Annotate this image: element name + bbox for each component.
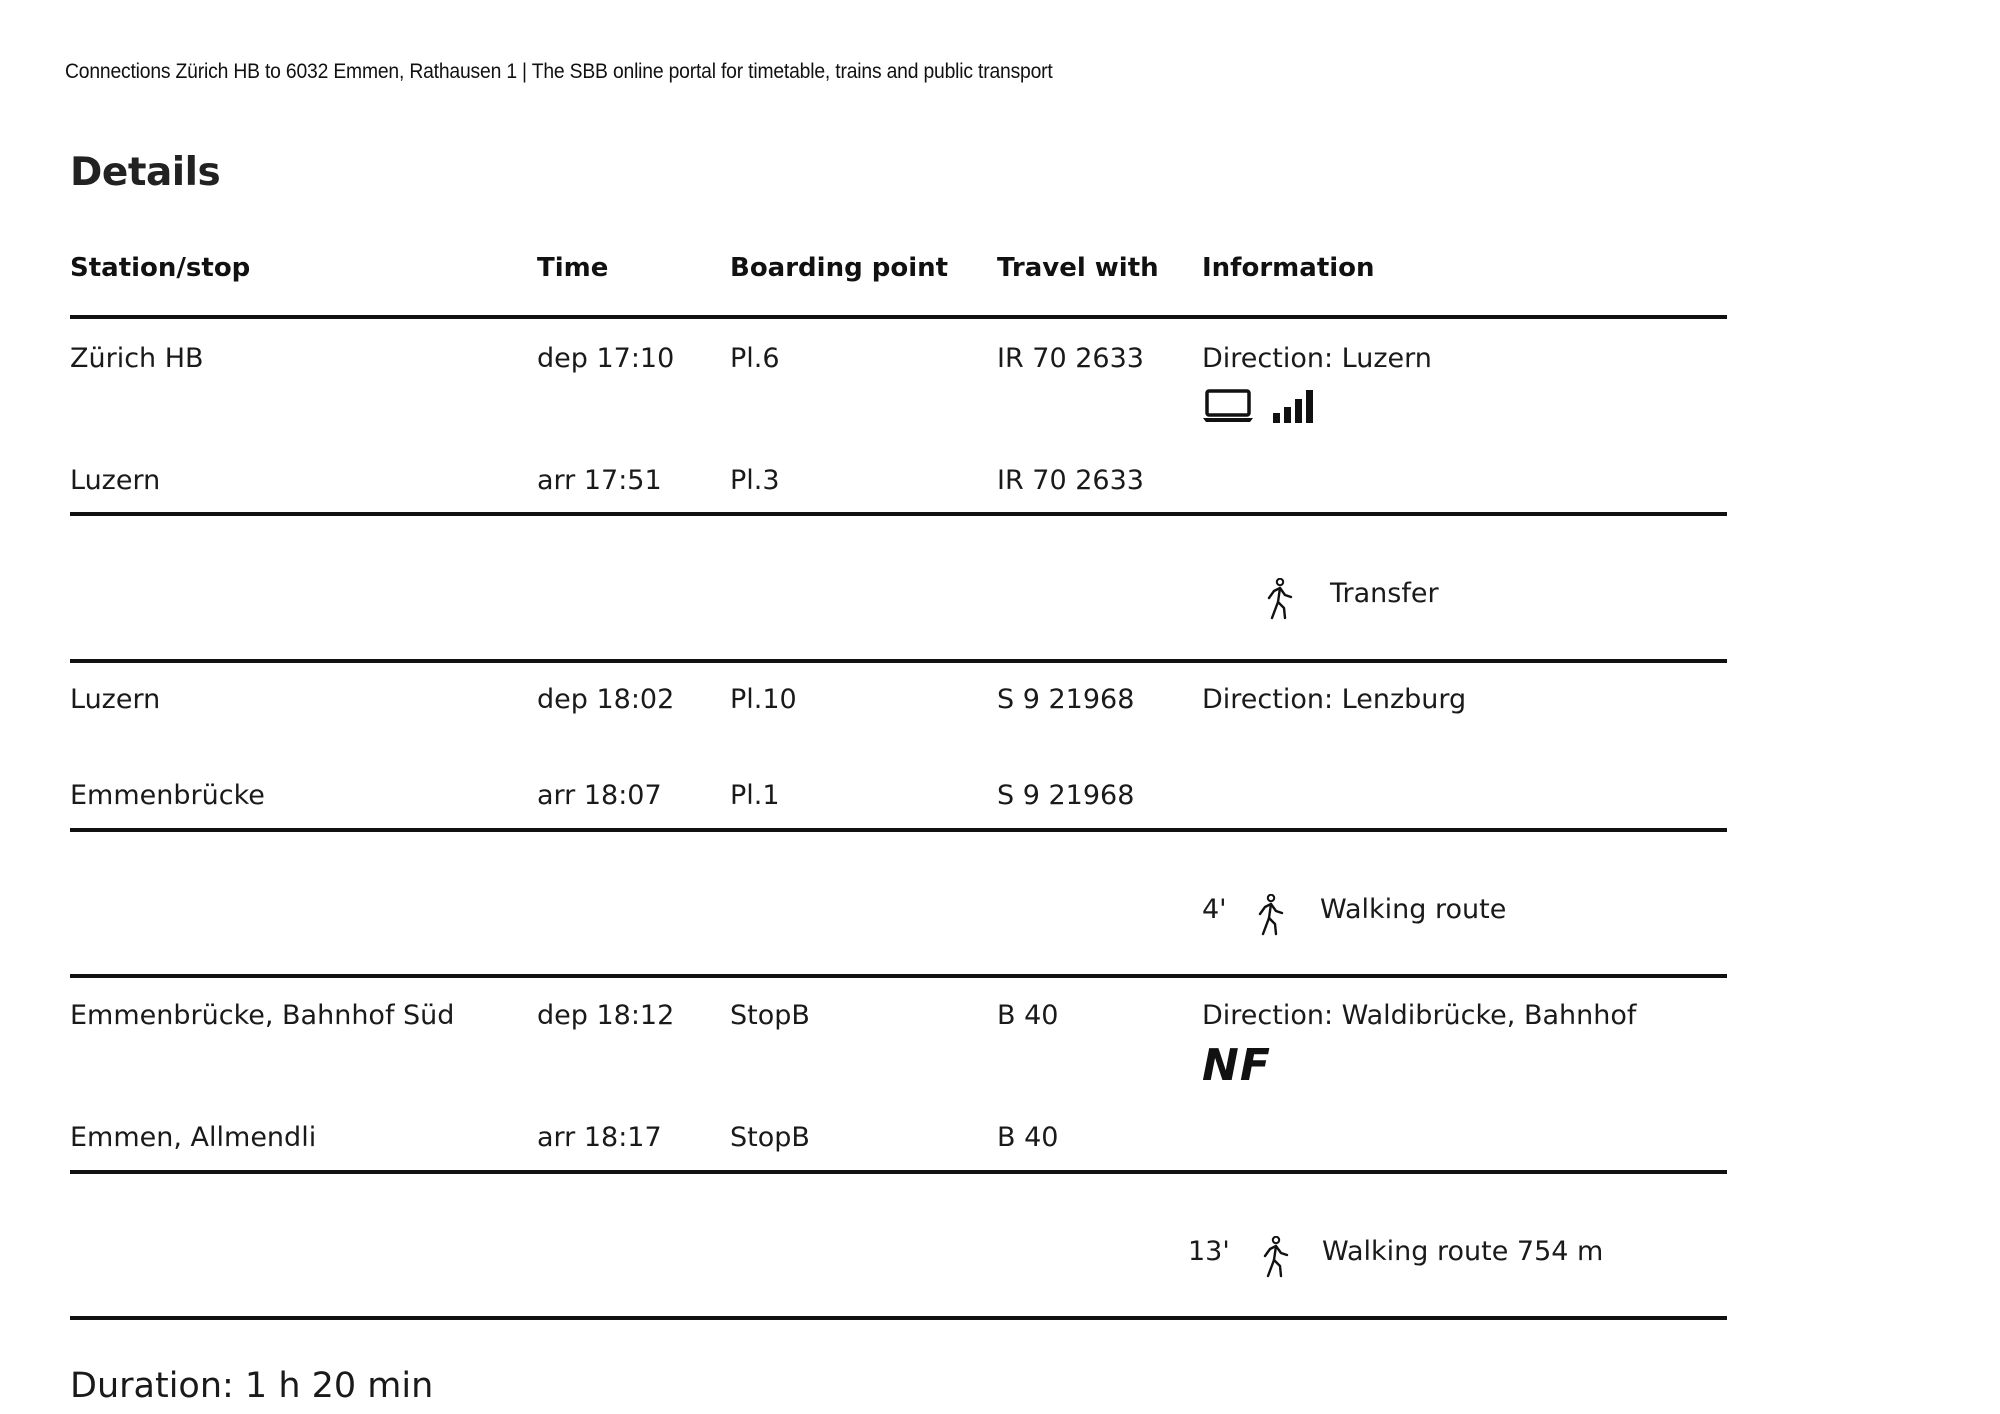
leg-2-information: Direction: Lenzburg bbox=[1202, 684, 1467, 715]
column-header-boarding: Boarding point bbox=[730, 253, 949, 283]
leg-1-departure-time: dep 17:10 bbox=[537, 343, 675, 374]
transfer-3-label: Walking route 754 m bbox=[1322, 1236, 1604, 1267]
leg-3-departure-travel: B 40 bbox=[997, 1000, 1059, 1031]
leg-1-departure-boarding: Pl.6 bbox=[730, 343, 780, 374]
leg-3-arrival-time: arr 18:17 bbox=[537, 1122, 662, 1153]
table-rule bbox=[70, 974, 1727, 978]
leg-1-departure-station: Zürich HB bbox=[70, 343, 204, 374]
leg-1-arrival-boarding: Pl.3 bbox=[730, 465, 780, 496]
table-rule bbox=[70, 315, 1727, 319]
column-header-travel: Travel with bbox=[997, 253, 1159, 283]
transfer-3-duration: 13' bbox=[1188, 1236, 1230, 1267]
walking-person-icon bbox=[1266, 578, 1294, 620]
table-rule bbox=[70, 512, 1727, 516]
leg-3-departure-station: Emmenbrücke, Bahnhof Süd bbox=[70, 1000, 455, 1031]
walking-person-icon bbox=[1262, 1236, 1290, 1278]
leg-2-arrival-boarding: Pl.1 bbox=[730, 780, 780, 811]
leg-1-arrival-station: Luzern bbox=[70, 465, 161, 496]
leg-2-departure-boarding: Pl.10 bbox=[730, 684, 797, 715]
leg-1-information: Direction: Luzern bbox=[1202, 343, 1432, 374]
table-rule bbox=[70, 659, 1727, 663]
leg-3-departure-boarding: StopB bbox=[730, 1000, 810, 1031]
leg-2-arrival-travel: S 9 21968 bbox=[997, 780, 1135, 811]
laptop-icon bbox=[1202, 388, 1254, 424]
leg-2-departure-station: Luzern bbox=[70, 684, 161, 715]
leg-2-arrival-station: Emmenbrücke bbox=[70, 780, 265, 811]
details-title: Details bbox=[70, 150, 221, 195]
leg-2-departure-travel: S 9 21968 bbox=[997, 684, 1135, 715]
leg-3-departure-time: dep 18:12 bbox=[537, 1000, 675, 1031]
table-rule bbox=[70, 1316, 1727, 1320]
leg-1-arrival-time: arr 17:51 bbox=[537, 465, 662, 496]
leg-2-arrival-time: arr 18:07 bbox=[537, 780, 662, 811]
leg-1-arrival-travel: IR 70 2633 bbox=[997, 465, 1144, 496]
walking-person-icon bbox=[1257, 894, 1285, 936]
total-duration: Duration: 1 h 20 min bbox=[70, 1366, 434, 1406]
page-header: Connections Zürich HB to 6032 Emmen, Rathausen 1 | The SBB online portal for timetable, trains and public transport bbox=[65, 60, 1053, 83]
table-rule bbox=[70, 1170, 1727, 1174]
nf-badge: NF bbox=[1202, 1040, 1271, 1091]
leg-1-departure-travel: IR 70 2633 bbox=[997, 343, 1144, 374]
table-rule bbox=[70, 828, 1727, 832]
column-header-time: Time bbox=[537, 253, 609, 283]
leg-3-arrival-station: Emmen, Allmendli bbox=[70, 1122, 317, 1153]
leg-2-departure-time: dep 18:02 bbox=[537, 684, 675, 715]
leg-3-arrival-boarding: StopB bbox=[730, 1122, 810, 1153]
column-header-information: Information bbox=[1202, 253, 1375, 283]
transfer-2-label: Walking route bbox=[1320, 894, 1507, 925]
leg-3-information: Direction: Waldibrücke, Bahnhof bbox=[1202, 1000, 1637, 1031]
signal-strength-icon bbox=[1272, 388, 1318, 424]
column-header-station: Station/stop bbox=[70, 253, 251, 283]
transfer-1-label: Transfer bbox=[1330, 578, 1439, 609]
leg-3-arrival-travel: B 40 bbox=[997, 1122, 1059, 1153]
transfer-2-duration: 4' bbox=[1202, 894, 1227, 925]
